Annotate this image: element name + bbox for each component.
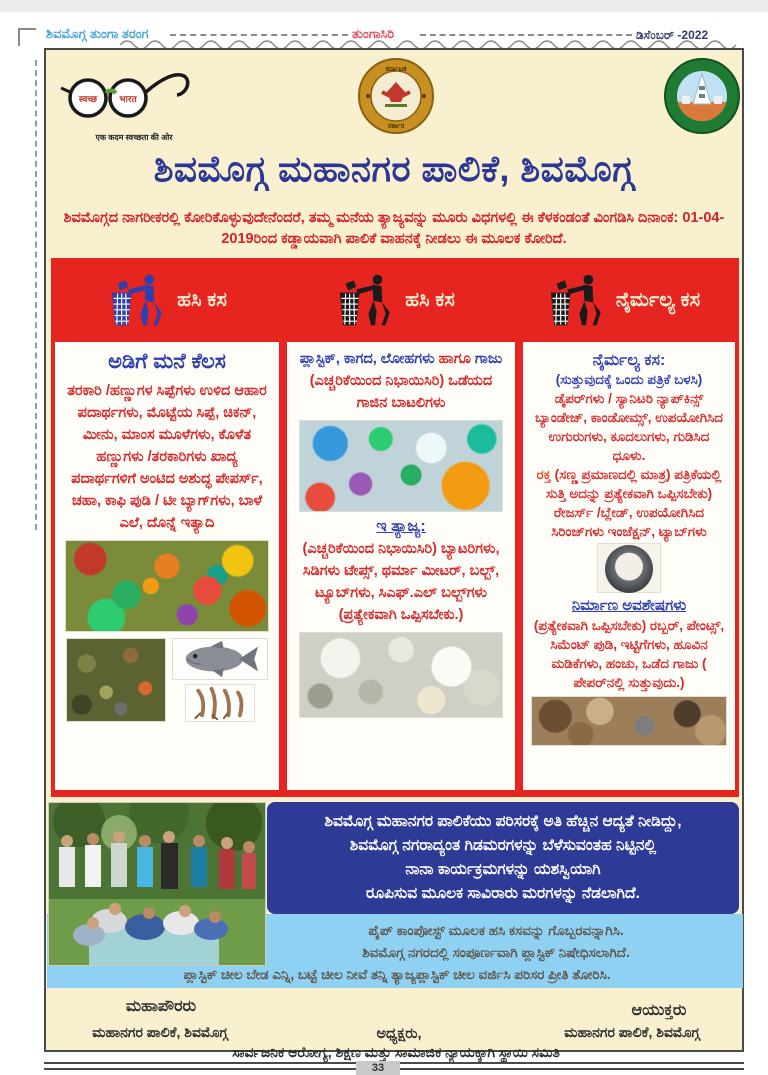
emblem-bottom-text: ಸರ್ಕಾರ [387,123,405,130]
debris-header: ನಿರ್ಮಾಣ ಅವಶೇಷಗಳು [571,597,687,614]
swachh-word-1: स्वच्छ [78,94,98,104]
left-cut-guide [35,60,37,530]
column1-header: ಅಡಿಗೆ ಮನೆ ಕೆಲಸ [108,350,226,373]
masthead-left-title: ಶಿವಮೊಗ್ಗ ತುಂಗಾ ತರಂಗ [46,26,149,41]
organic-waste-photo [66,638,166,722]
column3-subheader: (ಸುತ್ತುವುದಕ್ಕೆ ಒಂದು ಪತ್ರಿಕೆ ಬಳಸಿ) [555,372,703,387]
segregation-panel [51,258,739,797]
signatory-committee: ಸಾರ್ವಜನಿಕ ಆರೋಗ್ಯ, ಶಿಕ್ಷಣ ಮತ್ತು ಸಾಮಾಜಿಕ ನ್ಯಾಯಕ್ಕಾಗಿ ಸ್ಥಾಯಿ ಸಮಿತಿ [232,1044,560,1060]
bin-label-2: ಹಸಿ ಕಸ [405,288,455,311]
column3-header: ನೈರ್ಮಲ್ಯ ಕಸ: [592,352,666,369]
column3-red-word: ರಕ್ತ [536,467,551,482]
column3-body1: ಡೈಪರ್‌ಗಳು / ಸ್ಯಾನಿಟರಿ ನ್ಯಾಪ್‌ಕಿನ್ಸ್ ಬ್ಯಾಂಡೇಜ್, ಕಾಂಡೋಮ್ಸ್, ಉಪಯೋಗಿಸಿದ ಉಗುರುಗಳು, ಕೂದಲುಗಳು, ಗುಡಿಸಿದ ಧೂಳು. [534,391,724,463]
ewaste-note: (ಪ್ರತ್ಯೇಕವಾಗಿ ಒಪ್ಪಿಸಬೇಕು.) [338,607,464,623]
debris-body: (ಪ್ರತ್ಯೇಕವಾಗಿ ಒಪ್ಪಿಸಬೇಕು) ರಬ್ಬರ್, ಪೇಂಟ್ಸ್, ಸಿಮೆಂಟ್ ಪುಡಿ, ಇಟ್ಟಿಗೆಗಳು, ಹೂವಿನ ಮಡಿಕೆಗಳು, ಹಂಚು, ಒಡೆದ ಗಾಜು ( ಪೇಪರ್‌ನಲ್ಲಿ ಸುತ್ತುವುದು.) [533,618,725,690]
karnataka-government-emblem [358,58,434,134]
slogan-line-3: ಪ್ಲಾಸ್ಟಿಕ್ ಚೀಲ ಬೇಡ ಎನ್ನಿ, ಬಟ್ಟೆ ಚೀಲ ನೀವೆ ತನ್ನಿ ತ್ಯಾಜ್ಯಪ್ಲಾಸ್ಟಿಕ್ ಚೀಲ ವರ್ಜಿಸಿ ಪರಿಸರ ಪ್ರೀತಿ ತೋರಿಸಿ. [183,967,611,982]
chicken-feet-photo [185,684,255,722]
masthead-dash-line-right [420,34,632,36]
bin-header-dry-waste [283,260,507,340]
greening-line-1: ಶಿವಮೊಗ್ಗ ಮಹಾನಗರ ಪಾಲಿಕೆಯು ಪರಿಸರಕ್ಕೆ ಅತಿ ಹೆಚ್ಚಿನ ಆದ್ಯತೆ ನೀಡಿದ್ದು, [324,813,682,830]
column2-lead-blue2: ಗಾಜು [474,351,503,367]
white-plastic-pile-photo [299,632,503,718]
greening-line-2: ಶಿವಮೊಗ್ಗ ನಗರಾದ್ಯಂತ ಗಿಡಮರಗಳನ್ನು ಬೆಳೆಸುವಂತಹ ನಿಟ್ಟಿನಲ್ಲಿ [349,837,657,854]
slogan-line-2: ಶಿವಮೊಗ್ಗ ನಗರದಲ್ಲಿ ಸಂಪೂರ್ಣವಾಗಿ ಪ್ಲಾಸ್ಟಿಕ್ ನಿಷೇಧಿಸಲಾಗಿದೆ. [362,945,630,960]
column2-lead [295,348,507,414]
signatory-commissioner-org: ಮಹಾನಗರ ಪಾಲಿಕೆ, ಶಿವಮೊಗ್ಗ [564,1024,700,1040]
sanitary-bin-photo [597,543,661,593]
tidyman-bin-icon-black-2 [546,272,608,328]
column-kitchen-waste [55,342,279,790]
column3-body3: ರೇಜರ್ಸ್ /ಬ್ಲೇಡ್, ಉಪಯೋಗಿಸಿದ ಸಿರಿಂಜ್‌ಗಳು ಇಂಜೆಕ್ಷನ್, ಟ್ಯಾಬ್‌ಗಳು [551,505,707,539]
greening-line-4: ರೂಪಿಸುವ ಮೂಲಕ ಸಾವಿರಾರು ಮರಗಳನ್ನು ನೆಡಲಾಗಿದೆ. [366,885,640,902]
column2-lead-red: (ಎಚ್ಚರಿಕೆಯಿಂದ ನಿಭಾಯಿಸಿರಿ) ಒಡೆಯದ ಗಾಜಿನ ಬಾಟಲಿಗಳು [309,373,493,411]
ewaste-header: ಇ ತ್ಯಾಜ್ಯ: [376,518,426,535]
column1-body: ತರಕಾರಿ /ಹಣ್ಣುಗಳ ಸಿಪ್ಪೆಗಳು ಉಳಿದ ಆಹಾರ ಪದಾರ್ಥಗಳು, ಮೊಟ್ಟೆಯ ಸಿಪ್ಪೆ, ಚಿಕನ್, ಮೀನು, ಮಾಂಸ ಮೂಳೆಗಳು, ಕೊಳೆತ ಹಣ್ಣುಗಳು /ತರಕಾರಿಗಳು ಖಾದ್ಯ ಪದಾರ್ಥಗಳಿಗೆ ಅಂಟಿದ ಅಶುದ್ಧ ಪೇಪರ್ಸ್, ಚಹಾ, ಕಾಫಿ ಪುಡಿ / ಟೀ ಬ್ಯಾಗ್‌ಗಳು, ಬಾಳೆ ಎಲೆ, ದೊನ್ನೆ ಇತ್ಯಾದಿ [67,383,267,531]
column2-lead-blue1: ಪ್ಲಾಸ್ಟಿಕ್, ಕಾಗದ, ಲೋಹಗಳು [299,351,435,367]
greening-message-box [267,802,739,914]
crop-corner-mark [18,28,36,46]
column2-lead-mid: ಹಾಗೂ [438,351,471,367]
tidyman-bin-icon-blue [107,272,169,328]
swachh-bharat-glasses-icon [58,62,208,132]
scan-edge-strip [0,0,768,12]
bin-header-row [51,260,739,340]
vegetable-waste-photo [65,540,269,632]
column3-body2 [531,465,727,503]
signatory-mayor-title: ಮಹಾಪೌರರು [125,998,197,1015]
bin-header-sanitary-waste [509,260,737,340]
mixed-plastic-waste-photo [299,420,503,512]
notice-body [44,48,744,1060]
tree-planting-group-photo [48,802,266,966]
tidyman-bin-icon-black-1 [335,272,397,328]
column-sanitary-waste [523,342,735,790]
bin-label-3: ನೈರ್ಮಲ್ಯ ಕಸ [615,288,701,311]
page-title: ಶಿವಮೊಗ್ಗ ಮಹಾನಗರ ಪಾಲಿಕೆ, ಶಿವಮೊಗ್ಗ [153,148,635,189]
swachh-bharat-tagline: एक कदम स्वच्छता की ओर [95,133,173,142]
fish-photo [172,638,268,680]
bin-header-wet-waste [55,260,279,340]
page-number: 33 [356,1061,400,1075]
city-corporation-logo [664,58,740,134]
signatory-mayor-org: ಮಹಾನಗರ ಪಾಲಿಕೆ, ಶಿವಮೊಗ್ಗ [92,1024,228,1040]
masthead-center-title: ತುಂಗಾಸಿರಿ [352,26,395,41]
masthead-issue-date: ಡಿಸೆಂಬರ್ -2022 [636,28,709,42]
emblem-top-text: ಕರ್ನಾಟಕ [385,66,407,73]
ewaste-body: (ಎಚ್ಚರಿಕೆಯಿಂದ ನಿಭಾಯಿಸಿರಿ) ಬ್ಯಾಟರಿಗಳು, ಸಿಡಿಗಳು ಟೇಪ್ಸ್, ಥರ್ಮಾ ಮೀಟರ್, ಬಲ್ಬ್, ಟ್ಯೂಬ್‌ಗಳು, ಸಿಎಫ್.ಎಲ್ ಬಲ್ಬ್‌ಗಳು [302,541,500,601]
swachh-word-2: भारत [119,94,137,104]
signatory-chairman-title: ಅಧ್ಯಕ್ಷರು, [376,1026,422,1042]
slogan-line-1: ಪೈಪ್ ಕಾಂಪೋಸ್ಟ್ ಮೂಲಕ ಹಸಿ ಕಸವನ್ನು ಗೊಬ್ಬರವನ್ನಾಗಿಸಿ. [368,923,624,938]
column-dry-waste [287,342,515,790]
construction-debris-photo [531,696,727,746]
column3-body2-text: (ಸಣ್ಣ ಪ್ರಮಾಣದಲ್ಲಿ ಮಾತ್ರ) ಪತ್ರಿಕೆಯಲ್ಲಿ ಸುತ್ತಿ ಅದನ್ನು ಪ್ರತ್ಯೇಕವಾಗಿ ಒಪ್ಪಿಸಬೇಕು) [545,467,722,501]
bin-label-1: ಹಸಿ ಕಸ [177,288,227,311]
greening-line-3: ನಾನಾ ಕಾರ್ಯಕ್ರಮಗಳನ್ನು ಯಶಸ್ವಿಯಾಗಿ [405,861,601,878]
intro-paragraph: ಶಿವಮೊಗ್ಗದ ನಾಗರೀಕರಲ್ಲಿ ಕೋರಿಕೊಳ್ಳುವುದೇನೆಂದರೆ, ತಮ್ಮ ಮನೆಯ ತ್ಯಾಜ್ಯವನ್ನು ಮೂರು ವಿಧಗಳಲ್ಲಿ ಈ ಕೆಳಕಂಡಂತೆ ವಿಂಗಡಿಸಿ ದಿನಾಂಕ: 01-04-2019ರಿಂದ ಕಡ್ಡಾಯವಾಗಿ ಪಾಲಿಕೆ ವಾಹನಕ್ಕೆ ನೀಡಲು ಈ ಮೂಲಕ ಕೋರಿದೆ. [63,210,725,247]
masthead-dash-line-left [170,34,348,36]
signatory-commissioner-title: ಆಯುಕ್ತರು [631,1002,687,1019]
